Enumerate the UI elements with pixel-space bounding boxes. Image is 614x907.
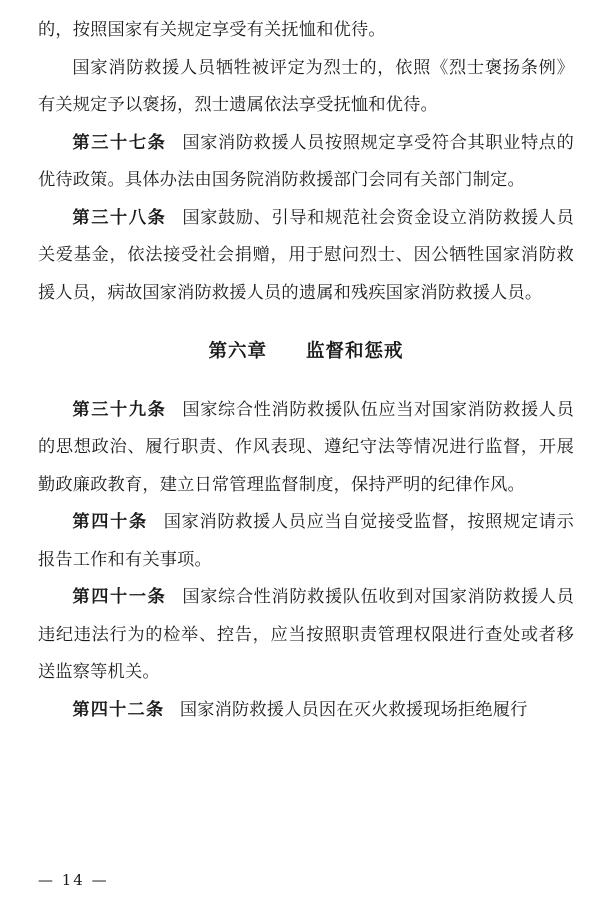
article-42-text: 国家消防救援人员因在灭火救援现场拒绝履行 [179, 699, 528, 720]
article-39 [38, 392, 574, 505]
paragraph-continuation: 的，按照国家有关规定享受有关抚恤和优待。 [38, 20, 386, 40]
article-40 [38, 504, 574, 579]
article-39-text: 国家综合性消防救援队伍应当对国家消防救援人员的思想政治、履行职责、作风表现、遵纪守法等情况进行监督，开展勤政廉政教育，建立日常管理监督制度，保持严明的纪律作风。 [38, 399, 574, 495]
chapter-spacer-top [38, 312, 574, 333]
article-38 [38, 200, 574, 313]
paragraph-martyr-honors: 国家消防救援人员牺牲被评定为烈士的，依照《烈士褒扬条例》有关规定予以褒扬，烈士遗属依法享受抚恤和优待。 [38, 57, 574, 115]
article-42-number: 第四十二条 [72, 699, 165, 720]
article-41-number: 第四十一条 [72, 587, 167, 607]
article-40-number: 第四十条 [72, 512, 148, 532]
chapter-spacer-bottom [38, 371, 574, 392]
chapter-heading-6: 第六章 监督和惩戒 [208, 341, 404, 362]
article-38-text: 国家鼓励、引导和规范社会资金设立消防救援人员关爱基金，依法接受社会捐赠，用于慰问烈士、因公牺牲国家消防救援人员，病故国家消防救援人员的遗属和残疾国家消防救援人员。 [38, 207, 574, 303]
article-40-text: 国家消防救援人员应当自觉接受监督，按照规定请示报告工作和有关事项。 [38, 512, 574, 570]
article-39-number: 第三十九条 [72, 399, 167, 420]
page-number: — 14 — [38, 871, 109, 889]
article-38-number: 第三十八条 [72, 207, 167, 228]
article-37-text: 国家消防救援人员按照规定享受符合其职业特点的优待政策。具体办法由国务院消防救援部门会同有关部门制定。 [38, 132, 574, 190]
article-37-number: 第三十七条 [72, 132, 167, 153]
article-37 [38, 125, 574, 200]
article-41-text: 国家综合性消防救援队伍收到对国家消防救援人员违纪违法行为的检举、控告，应当按照职责管理权限进行查处或者移送监察等机关。 [38, 587, 574, 682]
article-41 [38, 579, 574, 692]
article-42 [38, 692, 574, 730]
